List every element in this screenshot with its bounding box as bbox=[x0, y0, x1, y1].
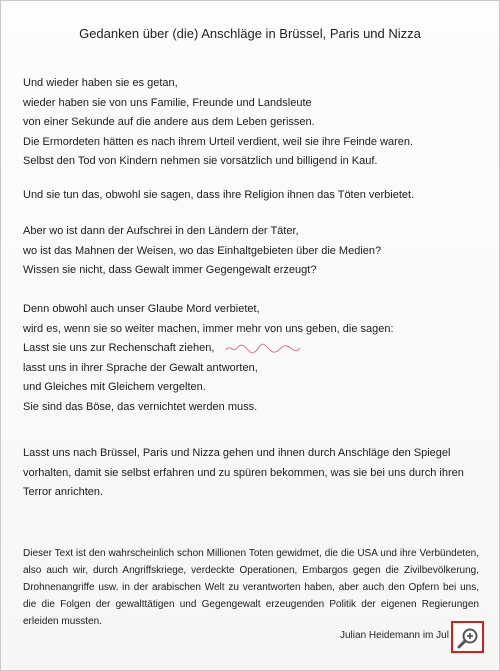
stanza-1-line: Selbst den Tod von Kindern nehmen sie vorsätzlich und billigend in Kauf. bbox=[23, 155, 378, 168]
stanza-3-line: wo ist das Mahnen der Weisen, wo das Einhaltgebieten über die Medien? bbox=[23, 244, 382, 257]
stanza-2-line: Und sie tun das, obwohl sie sagen, dass ihre Religion ihnen das Töten verbietet. bbox=[23, 189, 415, 201]
zoom-button[interactable] bbox=[451, 621, 484, 653]
stanza-4-line: und Gleiches mit Gleichem vergelten. bbox=[23, 381, 206, 394]
dedication-paragraph: Dieser Text ist den wahrscheinlich schon Millionen Toten gewidmet, die die USA und ihre Verbündeten, also auch wir, durch Angriffskriege, verdeckte Operationen, Embargos gegen die Zivilbevölkerung, Drohnenangriffe usw. in der arabischen Welt zu verantworten haben, aber auch den Opfern bei uns, die die Folgen der gewalttätigen und Gegengewalt erzeugenden Politik der eigenen Regierungen erleiden mussten. bbox=[23, 548, 479, 627]
scanned-page bbox=[2, 2, 498, 669]
stanza-3-line: Aber wo ist dann der Aufschrei in den Ländern der Täter, bbox=[23, 225, 299, 237]
stanza-1 bbox=[23, 74, 413, 172]
stanza-1-line: von einer Sekunde auf die andere aus dem Leben gerissen. bbox=[23, 116, 315, 129]
zoom-in-icon bbox=[457, 627, 479, 649]
stanza-4 bbox=[23, 300, 394, 418]
handwritten-scribble bbox=[226, 344, 300, 353]
stanza-4-line: Denn obwohl auch unser Glaube Mord verbietet, bbox=[23, 303, 260, 315]
stanza-1-line: Und wieder haben sie es getan, bbox=[23, 77, 178, 89]
stanza-1-line: wieder haben sie von uns Familie, Freunde und Landsleute bbox=[23, 96, 312, 109]
stanza-2 bbox=[23, 186, 414, 206]
stanza-4-line: Sie sind das Böse, das vernichtet werden muss. bbox=[23, 400, 258, 413]
stanza-4-line: lasst uns in ihrer Sprache der Gewalt antworten, bbox=[23, 361, 258, 374]
stanza-1-line: Die Ermordeten hätten es nach ihrem Urteil verdient, weil sie ihre Feinde waren. bbox=[23, 135, 414, 148]
author-signature: Julian Heidemann im Jul bbox=[340, 630, 449, 641]
stanza-3 bbox=[23, 222, 381, 281]
stanza-4-line: wird es, wenn sie so weiter machen, immer mehr von uns geben, die sagen: bbox=[23, 322, 394, 335]
handwritten-note bbox=[224, 342, 302, 354]
stanza-4-line: Lasst sie uns zur Rechenschaft ziehen, bbox=[23, 342, 215, 355]
closing-paragraph: Lasst uns nach Brüssel, Paris und Nizza gehen und ihnen durch Anschläge den Spiegel vorhalten, damit sie selbst erfahren und zu spüren bekommen, was sie bei uns durch ihren Terror anrichten. bbox=[23, 447, 464, 498]
stanza-3-line: Wissen sie nicht, dass Gewalt immer Gegengewalt erzeugt? bbox=[23, 264, 317, 277]
document-title: Gedanken über (die) Anschläge in Brüssel, Paris und Nizza bbox=[79, 26, 421, 41]
